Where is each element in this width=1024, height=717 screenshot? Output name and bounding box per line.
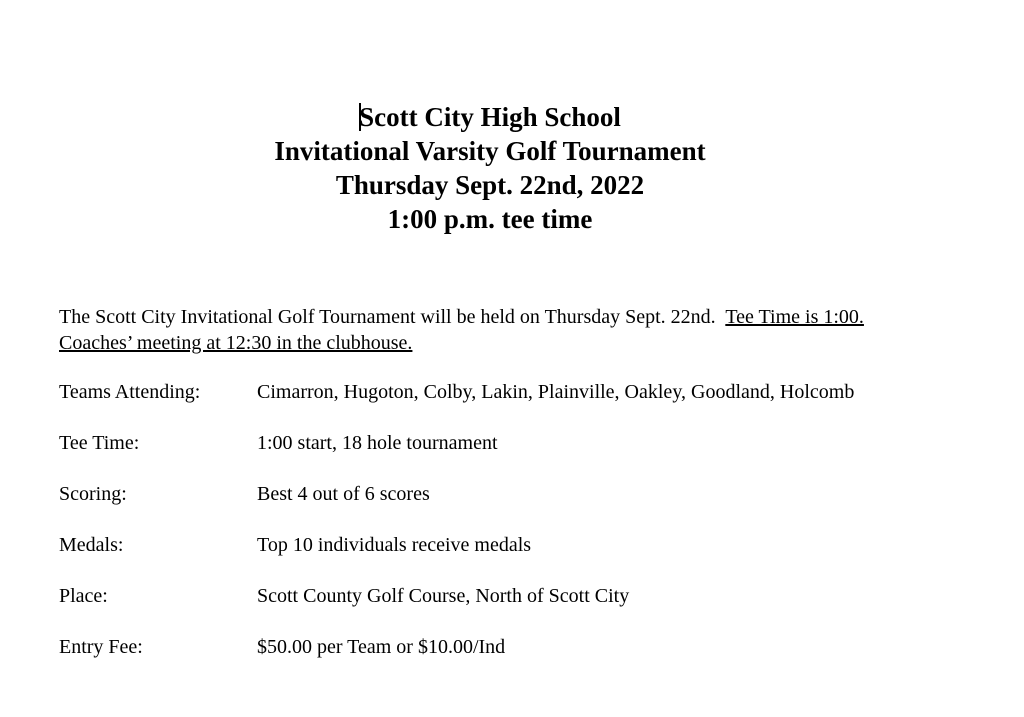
detail-label: Entry Fee: [59, 636, 143, 658]
detail-label: Scoring: [59, 483, 127, 505]
document-header [0, 100, 980, 236]
detail-value: Best 4 out of 6 scores [257, 483, 430, 505]
header-school-line [0, 100, 980, 134]
intro-underlined-text: Tee Time is 1:00. Coaches’ meeting at 12:30 in the clubhouse. [59, 306, 864, 354]
detail-label: Tee Time: [59, 432, 140, 454]
detail-value: 1:00 start, 18 hole tournament [257, 432, 498, 454]
header-event: Invitational Varsity Golf Tournament [274, 136, 706, 166]
intro-paragraph [59, 304, 939, 356]
detail-value: $50.00 per Team or $10.00/Ind [257, 636, 506, 658]
detail-label: Teams Attending: [59, 381, 201, 403]
detail-value: Cimarron, Hugoton, Colby, Lakin, Plainville, Oakley, Goodland, Holcomb [257, 381, 855, 403]
header-date: Thursday Sept. 22nd, 2022 [335, 170, 645, 200]
intro-plain-text: The Scott City Invitational Golf Tournament will be held on Thursday Sept. 22nd. [59, 306, 716, 328]
detail-label: Medals: [59, 534, 124, 556]
header-tee-time: 1:00 p.m. tee time [387, 204, 593, 234]
detail-value: Top 10 individuals receive medals [257, 534, 532, 556]
detail-value: Scott County Golf Course, North of Scott City [257, 585, 630, 607]
header-school: Scott City High School [359, 102, 621, 132]
detail-label: Place: [59, 585, 108, 607]
